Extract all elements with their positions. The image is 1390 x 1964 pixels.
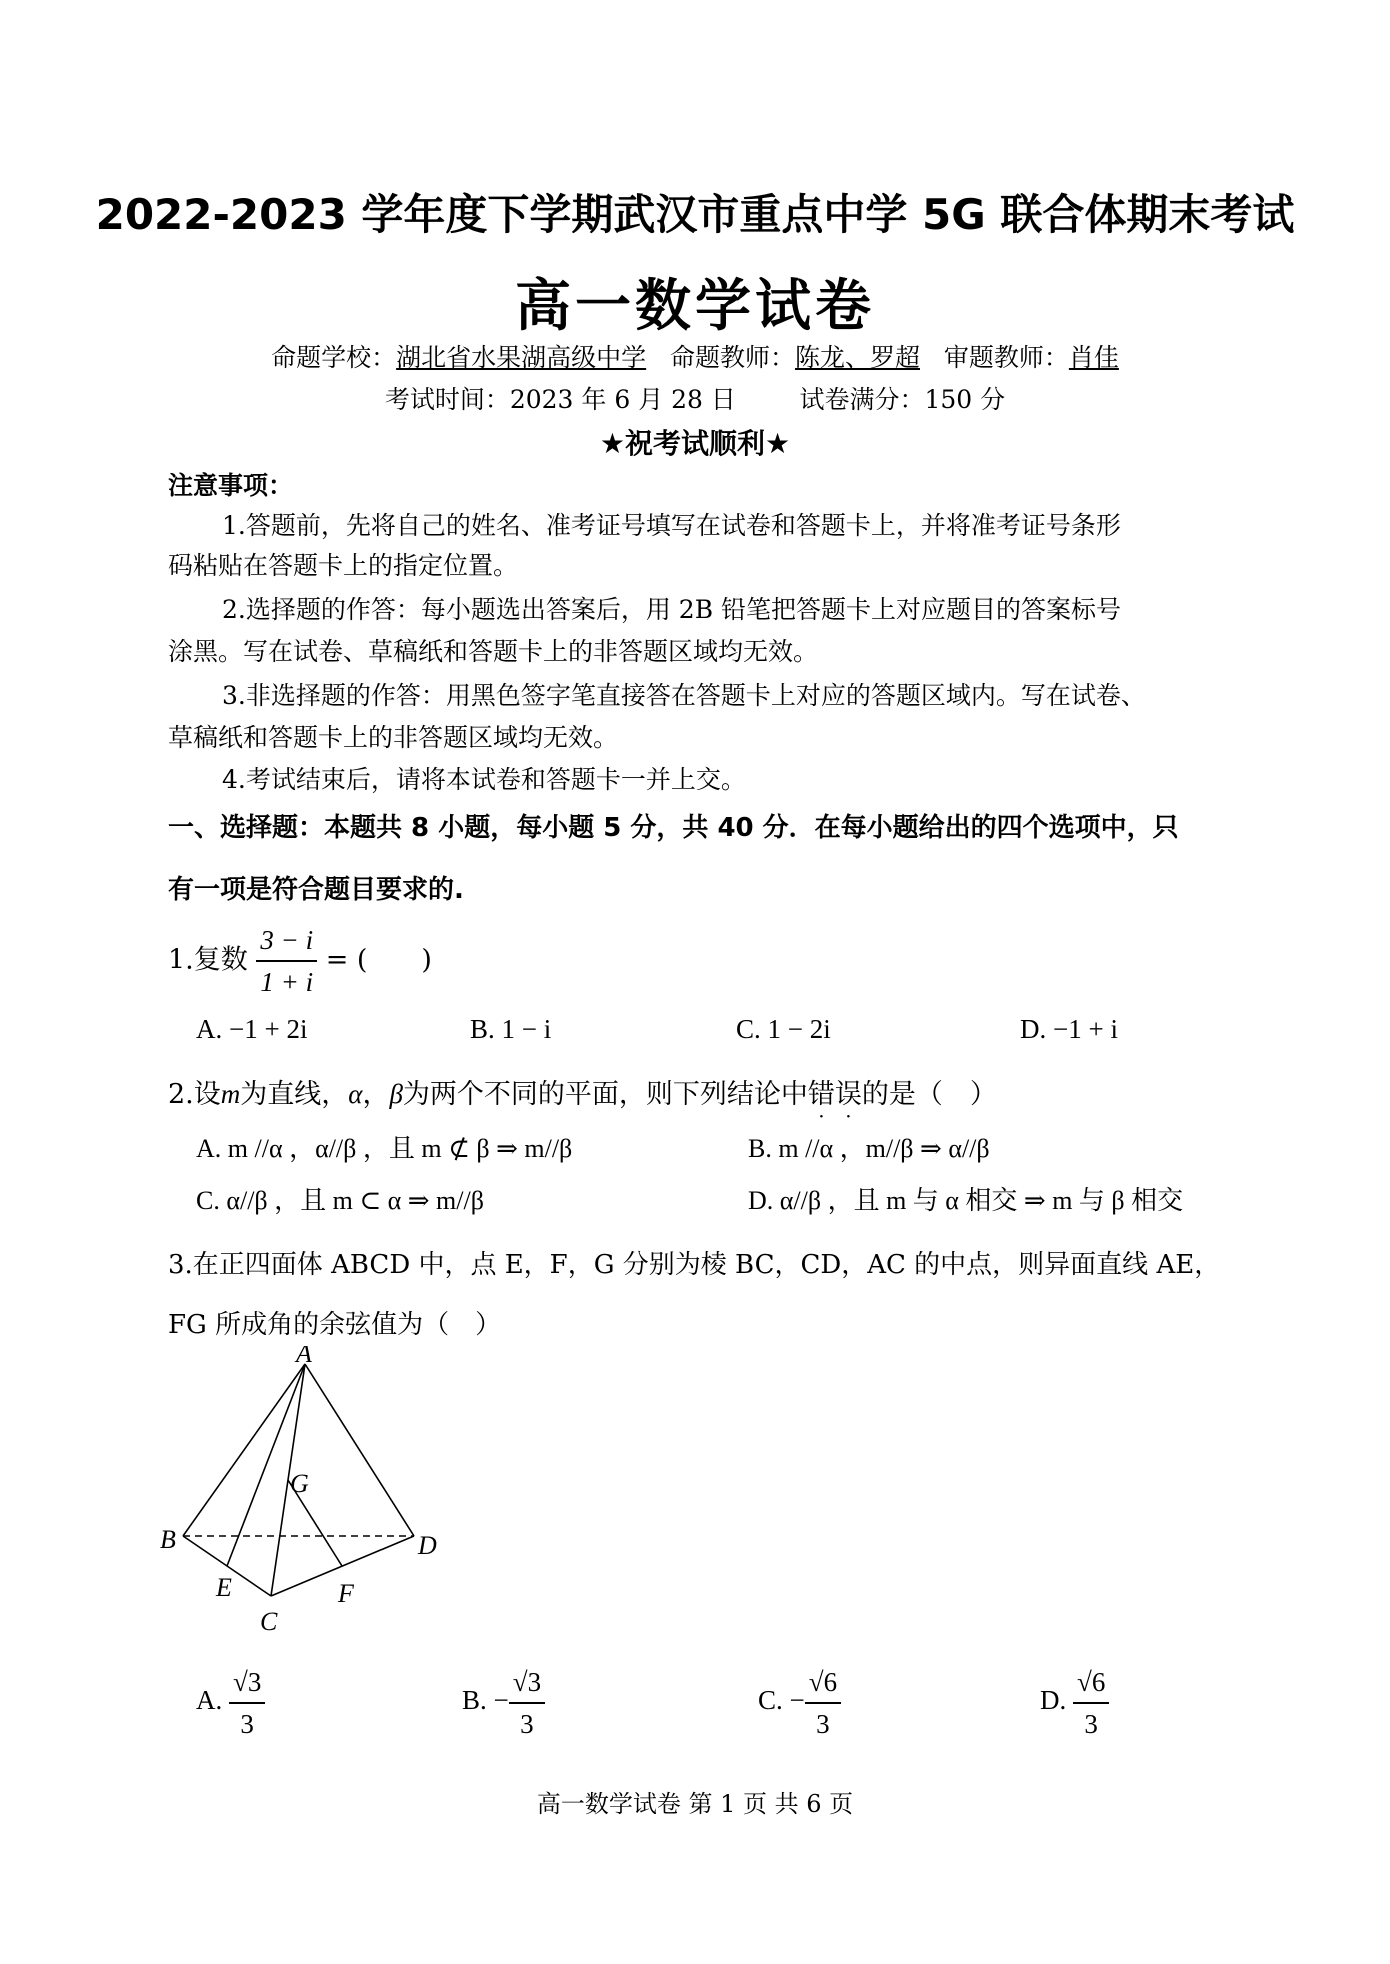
q3-option-c-label: C. (758, 1685, 783, 1716)
q3-option-b-minus: − (493, 1685, 509, 1716)
reviewer-label: 审题教师： (943, 343, 1069, 372)
q3-option-a (196, 1662, 265, 1744)
q3-option-d-fraction (1073, 1662, 1109, 1744)
question-3-line-1: 3.在正四面体 ABCD 中，点 E，F，G 分别为棱 BC，CD，AC 的中点，则异面直线 AE， (168, 1250, 1221, 1280)
label-a: A (296, 1346, 312, 1368)
q1-option-b: B. 1 − i (470, 1014, 552, 1044)
teacher-names: 陈龙、罗超 (795, 343, 921, 372)
q3-option-b-den: 3 (520, 1709, 534, 1739)
q3-option-b-fraction (509, 1662, 545, 1744)
q2-emphasis-1: 错 (807, 1079, 835, 1110)
tetrahedron-figure (160, 1346, 460, 1646)
notice-item-2-line-2: 涂黑。写在试卷、草稿纸和答题卡上的非答题区域均无效。 (168, 637, 819, 666)
q1-prefix: 1.复数 (168, 944, 248, 976)
question-2 (168, 1072, 997, 1111)
q3-option-a-den: 3 (240, 1709, 254, 1739)
notice-item-1-line-1: 1.答题前，先将自己的姓名、准考证号填写在试卷和答题卡上，并将准考证号条形 (222, 511, 1121, 540)
label-g: G (290, 1469, 309, 1498)
edge-ad (305, 1364, 414, 1536)
q2-text-3: ， (362, 1079, 390, 1110)
q1-option-c: C. 1 − 2i (736, 1014, 831, 1044)
time-score-line (0, 380, 1390, 416)
question-1 (168, 920, 432, 1002)
q3-option-b-label: B. (462, 1685, 487, 1716)
good-luck-banner: ★祝考试顺利★ (599, 427, 791, 460)
label-b: B (160, 1525, 176, 1554)
page-footer: 高一数学试卷 第 1 页 共 6 页 (536, 1790, 854, 1818)
q2-option-d: D. α//β ，且 m 与 α 相交 ⇒ m 与 β 相交 (748, 1186, 1184, 1215)
label-f: F (338, 1579, 354, 1608)
q3-option-b-num: √3 (509, 1662, 545, 1704)
q3-option-c-num: √6 (805, 1662, 841, 1704)
q2-var-alpha: α (348, 1079, 363, 1109)
reviewer-name: 肖佳 (1068, 343, 1119, 372)
exam-time: 考试时间：2023 年 6 月 28 日 (384, 385, 736, 414)
q1-suffix: = ( ) (325, 944, 432, 976)
label-e: E (216, 1573, 232, 1602)
q1-fraction (256, 920, 317, 1002)
q3-option-a-label: A. (196, 1685, 223, 1716)
notice-item-4: 4.考试结束后，请将本试卷和答题卡一并上交。 (222, 765, 746, 794)
q2-option-a: A. m //α ，α//β ，且 m ⊄ β ⇒ m//β (196, 1134, 573, 1163)
paper-title: 高一数学试卷 (515, 274, 875, 339)
notice-item-3-line-2: 草稿纸和答题卡上的非答题区域均无效。 (168, 723, 619, 752)
edge-ab (183, 1364, 305, 1536)
q2-emphasis-2: 误 (834, 1079, 862, 1110)
q2-option-c: C. α//β ，且 m ⊂ α ⇒ m//β (196, 1186, 484, 1215)
q2-var-beta: β (389, 1079, 403, 1109)
q3-option-d (1040, 1662, 1109, 1744)
q3-option-d-label: D. (1040, 1685, 1067, 1716)
section-1-heading-line-1: 一、选择题：本题共 8 小题，每小题 5 分，共 40 分．在每小题给出的四个选项中，只 (168, 813, 1179, 843)
notice-item-3-line-1: 3.非选择题的作答：用黑色签字笔直接答在答题卡上对应的答题区域内。写在试卷、 (222, 681, 1146, 710)
q2-var-m: m (220, 1079, 241, 1109)
q3-option-c (758, 1662, 841, 1744)
exam-title: 2022-2023 学年度下学期武汉市重点中学 5G 联合体期末考试 (95, 190, 1295, 239)
school-name: 湖北省水果湖高级中学 (396, 343, 647, 372)
q2-text-1: 2.设 (168, 1079, 221, 1110)
q1-option-d: D. −1 + i (1020, 1014, 1118, 1044)
label-c: C (260, 1607, 278, 1636)
q2-text-5: 的是（ ） (861, 1079, 997, 1110)
q3-option-a-fraction (229, 1662, 265, 1744)
q2-text-4: 为两个不同的平面，则下列结论中 (402, 1079, 808, 1110)
q3-option-c-minus: − (789, 1685, 805, 1716)
q3-option-a-num: √3 (229, 1662, 265, 1704)
q3-option-b (462, 1662, 545, 1744)
q3-option-d-num: √6 (1073, 1662, 1109, 1704)
question-3-line-2: FG 所成角的余弦值为（ ） (168, 1310, 502, 1340)
q2-option-b: B. m //α ，m//β ⇒ α//β (748, 1134, 990, 1163)
school-label: 命题学校： (271, 343, 397, 372)
notice-item-2-line-1: 2.选择题的作答：每小题选出答案后，用 2B 铅笔把答题卡上对应题目的答案标号 (222, 595, 1122, 624)
q1-denominator: 1 + i (260, 967, 314, 997)
notice-item-1-line-2: 码粘贴在答题卡上的指定位置。 (168, 551, 519, 580)
q3-option-c-fraction (805, 1662, 841, 1744)
label-d: D (418, 1531, 437, 1560)
section-1-heading-line-2: 有一项是符合题目要求的. (168, 875, 464, 905)
q1-option-a: A. −1 + 2i (196, 1014, 308, 1044)
q1-numerator: 3 − i (256, 920, 317, 962)
full-score: 试卷满分：150 分 (799, 385, 1006, 414)
teacher-label: 命题教师： (669, 343, 795, 372)
notice-title: 注意事项： (168, 471, 294, 500)
q3-option-d-den: 3 (1084, 1709, 1098, 1739)
author-line (0, 338, 1390, 374)
q3-option-c-den: 3 (816, 1709, 830, 1739)
q2-text-2: 为直线， (240, 1079, 349, 1110)
